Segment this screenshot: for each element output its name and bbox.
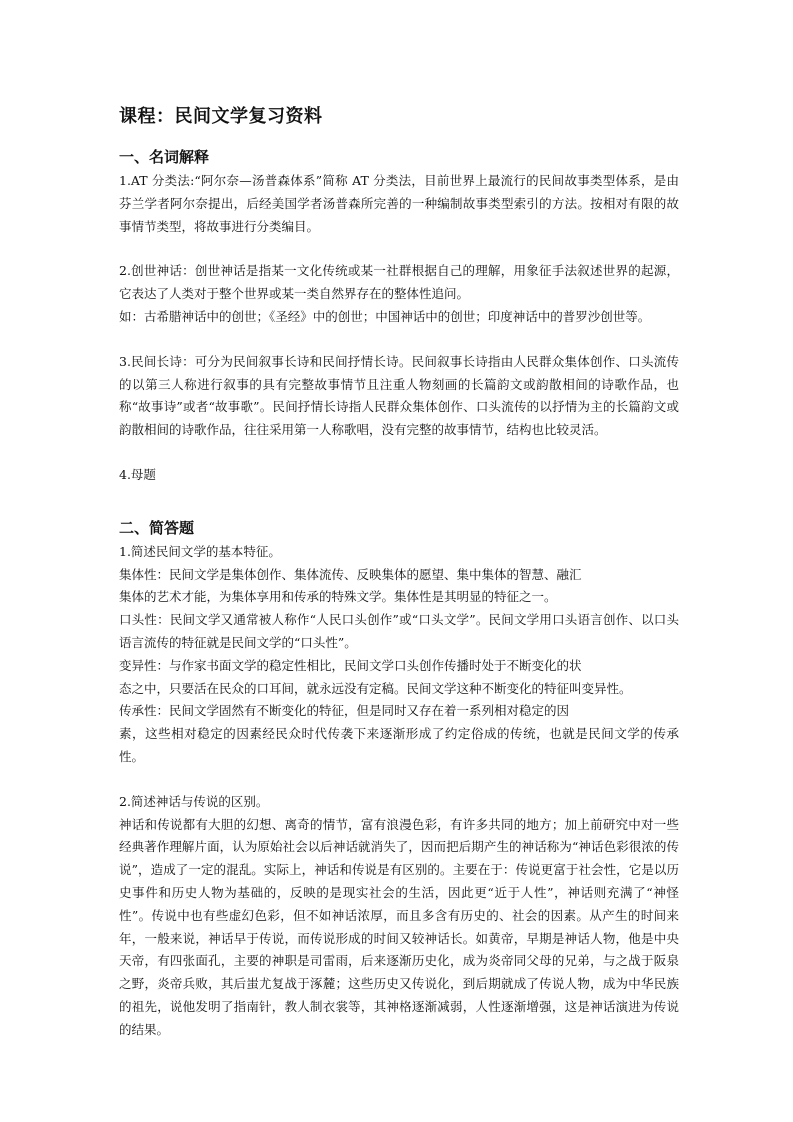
section2-heading: 二、简答题 [119,518,195,537]
q1-line: 素，这些相对稳定的因素经民众时代传袭下来逐渐形成了约定俗成的传统，也就是民间文学的传承性。 [119,726,679,764]
q1-line: 传承性：民间文学固然有不断变化的特征，但是同时又存在着一系列相对稳定的因 [119,703,570,719]
spacer [119,769,679,791]
spacer [119,487,679,517]
q1-line: 变异性：与作家书面文学的稳定性相比，民间文学口头创作传播时处于不断变化的状 [119,657,582,673]
q2-question: 2.简述神话与传说的区别。 [119,793,269,809]
section1-heading: 一、名词解释 [119,148,210,166]
spacer [119,442,679,464]
q1-question: 1.简述民间文学的基本特征。 [119,543,281,559]
term2-examples: 如：古希腊神话中的创世；《圣经》中的创世；中国神话中的创世；印度神话中的普罗沙创世等。 [119,308,651,324]
term4-paragraph: 4.母题 [119,466,156,482]
document-title: 课程：民间文学复习资料 [119,106,323,127]
q1-line: 口头性：民间文学又通常被人称作“人民口头创作”或“口头文学”。民间文学用口头语言创作、以口头语言流传的特征就是民间文学的“口头性”。 [119,612,679,650]
q1-line: 集体性：民间文学是集体创作、集体流传、反映集体的愿望、集中集体的智慧、融汇 [119,566,582,582]
spacer [119,238,679,260]
term1-paragraph: 1.AT 分类法:“阿尔奈—汤普森体系”简称 AT 分类法，目前世界上最流行的民间故事类型体系，是由芬兰学者阿尔奈提出，后经美国学者汤普森所完善的一种编制故事类型索引的方法。按相对有限的故事情节类型，将故事进行分类编目。 [119,173,679,234]
spacer [119,329,679,351]
q1-line: 态之中，只要活在民众的口耳间，就永远没有定稿。民间文学这种不断变化的特征叫变异性。 [119,680,632,696]
term2-paragraph: 2.创世神话：创世神话是指某一文化传统或某一社群根据自己的理解，用象征手法叙述世界的起源，它表达了人类对于整个世界或某一类自然界存在的整体性追问。 [119,263,679,302]
document-page [119,104,679,1042]
q1-line: 集体的艺术才能，为集体享用和传承的特殊文学。集体性是其明显的特征之一。 [119,589,557,605]
term3-paragraph: 3.民间长诗：可分为民间叙事长诗和民间抒情长诗。民间叙事长诗指由人民群众集体创作、口头流传的以第三人称进行叙事的具有完整故事情节且注重人物刻画的长篇韵文或韵散相间的诗歌作品，也称“故事诗”或者“故事歌”。民间抒情长诗指人民群众集体创作、口头流传的以抒情为主的长篇韵文或韵散相间的诗歌作品，往往采用第一人称歌唱，没有完整的故事情节，结构也比较灵活。 [119,353,679,438]
q2-answer: 神话和传说都有大胆的幻想、离奇的情节，富有浪漫色彩，有许多共同的地方；加上前研究中对一些经典著作理解片面，认为原始社会以后神话就消失了，因而把后期产生的神话称为“神话色彩很浓的传说”，造成了一定的混乱。实际上，神话和传说是有区别的。主要在于：传说更富于社会性，它是以历史事件和历史人物为基础的，反映的是现实社会的生活，因此更“近于人性”，神话则充满了“神怪性”。传说中也有些虚幻色彩，但不如神话浓厚，而且多含有历史的、社会的因素。从产生的时间来年，一般来说，神话早于传说，而传说形成的时间又较神话长。如黄帝，早期是神话人物，他是中央天帝，有四张面孔，主要的神职是司雷雨，后来逐渐历史化，成为炎帝同父母的兄弟，与之战于阪泉之野，炎帝兵败，其后蚩尤复战于涿麓；这些历史又传说化，到后期就成了传说人物，成为中华民族的祖先，说他发明了指南针，教人制衣裳等，其神格逐渐减弱，人性逐渐增强，这是神话演进为传说的结果。 [119,816,679,1037]
